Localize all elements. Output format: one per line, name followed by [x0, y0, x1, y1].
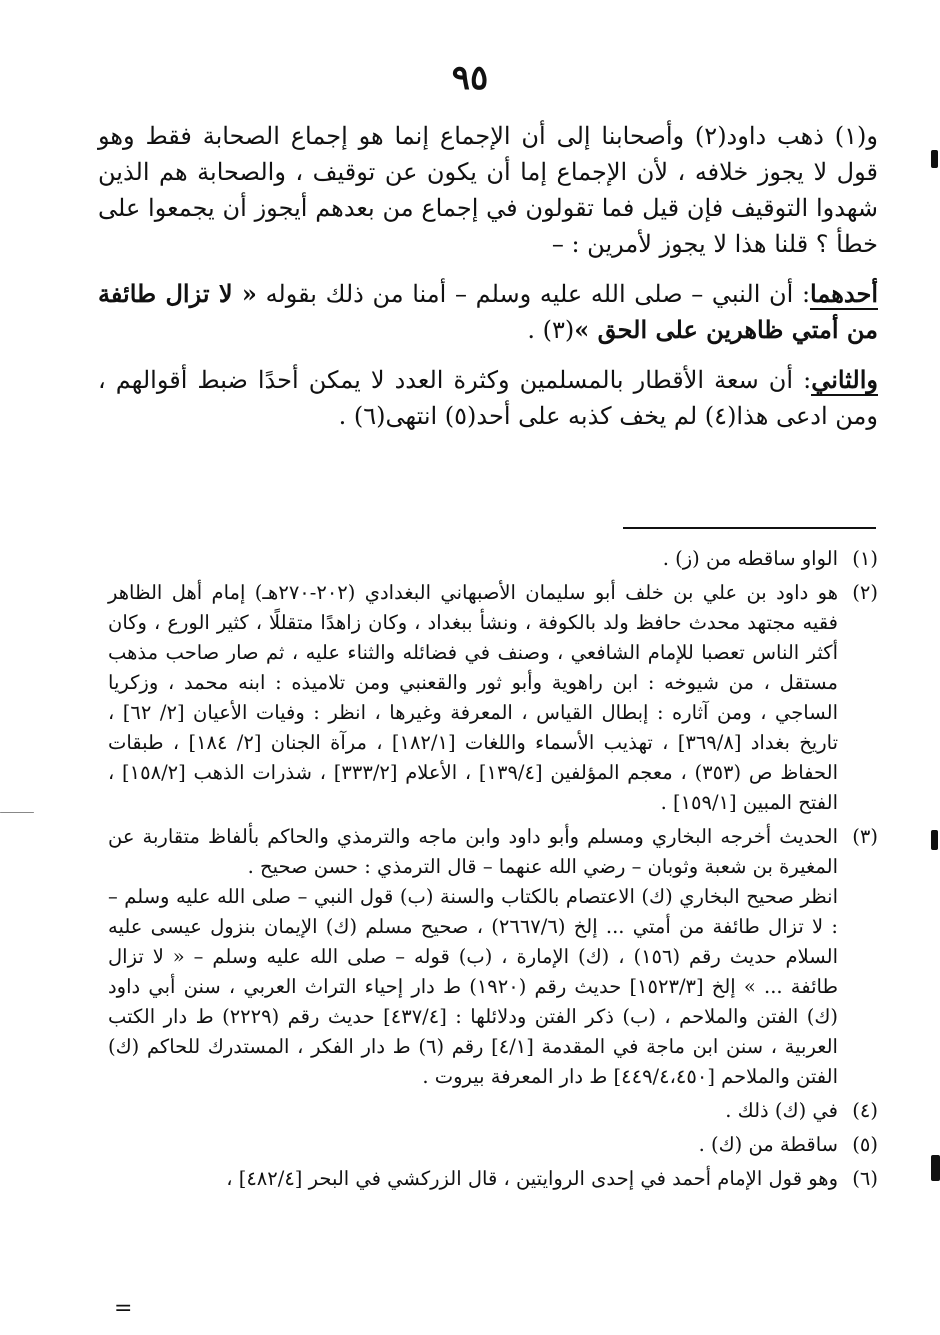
scan-mark	[0, 812, 34, 813]
paragraph-first-reason	[98, 276, 878, 348]
footnote-number: (٥)	[852, 1133, 878, 1156]
footnotes	[108, 544, 878, 1198]
footnote-text: وهو قول الإمام أحمد في إحدى الروايتين ، قال الزركشي في البحر [٤٨٢/٤] ،	[226, 1167, 838, 1190]
hadith-quote: « لا تزال طائفة من أمتي ظاهرين على الحق »	[98, 279, 878, 344]
footnote-number: (١)	[852, 547, 878, 570]
footnote-text: انظر صحيح البخاري (ك) الاعتصام بالكتاب والسنة (ب) قول النبي – صلى الله عليه وسلم – : لا تزال طائفة من أمتي ... إلخ (٢٦٦٧/٦) ، صحيح مسلم (ك) الإيمان بنزول عيسى عليه السلام حديث رقم (١٥٦) ، (ك) الإمارة ، (ب) قوله – صلى الله عليه وسلم – « لا تزال طائفة ... » إلخ [١٥٢٣/٣] حديث رقم (١٩٢٠) ط دار إحياء التراث العربي ، سنن أبي داود (ك) الفتن والملاحم ، (ب) ذكر الفتن ودلائلها : [٤٣٧/٤] حديث رقم (٢٢٢٩) ط دار الكتب العربية ، سنن ابن ماجة في المقدمة [٤/١] رقم (٦) ط دار الفكر ، المستدرك للحاكم (ك) الفتن والملاحم [٤٤٩/٤،٤٥٠] ط دار المعرفة بيروت .	[108, 885, 838, 1088]
main-text	[98, 118, 878, 448]
footnote-text: في (ك) ذلك .	[725, 1099, 838, 1122]
footnote-2	[108, 578, 878, 818]
footnote-text: الحديث أخرجه البخاري ومسلم وأبو داود وابن ماجه والترمذي والحاكم بألفاظ متقاربة عن المغيرة بن شعبة وثوبان – رضي الله عنهما – قال الترمذي : حسن صحيح .	[108, 825, 838, 878]
scan-mark	[931, 830, 938, 850]
footnote-divider	[623, 527, 876, 529]
footnote-1	[108, 544, 878, 574]
footnote-number: (٦)	[852, 1167, 878, 1190]
footnote-4	[108, 1096, 878, 1126]
first-reason-text: : أن النبي – صلى الله عليه وسلم – أمنا من ذلك بقوله	[256, 280, 811, 308]
footnote-6	[108, 1164, 878, 1194]
first-reason-heading: أحدهما	[810, 279, 878, 308]
footnote-number: (٣)	[852, 825, 878, 848]
paragraph-second-reason	[98, 362, 878, 434]
second-reason-heading: والثاني	[811, 365, 878, 394]
footnote-text: هو داود بن علي بن خلف أبو سليمان الأصبهاني البغدادي (٢٠٢-٢٧٠هـ) إمام أهل الظاهر فقيه مجتهد محدث حافظ ولد بالكوفة ، ونشأ ببغداد ، وكان زاهدًا متقللًا ، كثير الورع ، وكان أكثر الناس تعصبا للإمام الشافعي ، وصنف في فضائله والثناء عليه ، ثم صار صاحب مذهب مستقل ، من شيوخه : ابن راهوية وأبو ثور والقعنبي ومن تلاميذه : ابنه محمد ، وزكريا الساجي ، ومن آثاره : إبطال القياس ، المعرفة وغيرها ، انظر : وفيات الأعيان [٢/ ٦٢] ، تاريخ بغداد [٣٦٩/٨] ، تهذيب الأسماء واللغات [١٨٢/١] ، مرآة الجنان [٢/ ١٨٤] ، طبقات الحفاظ ص (٣٥٣) ، معجم المؤلفين [١٣٩/٤] ، الأعلام [٣٣٣/٢] ، شذرات الذهب [١٥٨/٢] ، الفتح المبين [١٥٩/١] .	[108, 581, 838, 814]
footnote-5	[108, 1130, 878, 1160]
footnote-text: ساقطة من (ك) .	[698, 1133, 838, 1156]
paragraph-intro: و(١) ذهب داود(٢) وأصحابنا إلى أن الإجماع إنما هو إجماع الصحابة فقط وهو قول لا يجوز خلافه ، لأن الإجماع إما أن يكون عن توقيف ، والصحابة هم الذين شهدوا التوقيف فإن قيل فما تقولون في إجماع من بعدهم أيجوز أن يجمعوا على خطأ ؟ قلنا هذا لا يجوز لأمرين : –	[98, 122, 878, 258]
footnote-number: (٢)	[852, 581, 878, 604]
scan-mark	[931, 150, 938, 168]
page-number: ٩٥	[451, 58, 489, 98]
second-reason-text: : أن سعة الأقطار بالمسلمين وكثرة العدد لا يمكن أحدًا ضبط أقوالهم ، ومن ادعى هذا(٤) لم يخف كذبه على أحد(٥) انتهى(٦) .	[98, 366, 878, 430]
footnote-3	[108, 822, 878, 1092]
scan-mark	[931, 1155, 940, 1181]
first-reason-end: (٣) .	[527, 316, 575, 344]
footnote-number: (٤)	[852, 1099, 878, 1122]
footnote-text: الواو ساقطه من (ز) .	[662, 547, 838, 570]
continuation-mark: =	[114, 1296, 133, 1321]
